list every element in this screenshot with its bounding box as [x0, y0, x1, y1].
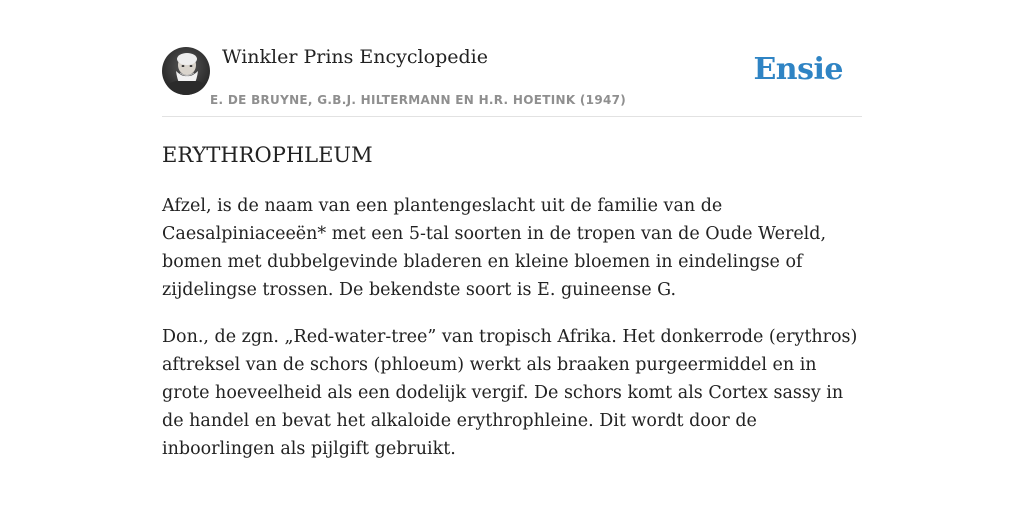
article-title: ERYTHROPHLEUM: [162, 143, 373, 167]
article-paragraph-2: Don., de zgn. „Red-water-tree” van tropisch Afrika. Het donkerrode (erythros) aftreksel van de schors (phloeum) werkt als braaken purgeermiddel en in grote hoeveelheid als een dodelijk vergif. De schors komt als Cortex sassy in de handel en bevat het alkaloide erythrophleine. Dit wordt door de inboorlingen als pijlgift gebruikt.: [162, 327, 858, 459]
bearded-man-portrait-icon: [162, 47, 210, 95]
article-paragraph-1: Afzel, is de naam van een plantengeslacht uit de familie van de Caesalpiniaceeën* met een 5-tal soorten in de tropen van de Oude Wereld, bomen met dubbelgevinde bladeren en kleine bloemen in eindelingse of zijdelingse trossen. De bekendste soort is E. guineense G.: [162, 196, 827, 300]
publication-avatar-icon[interactable]: [162, 47, 210, 95]
article-body: [162, 140, 862, 463]
brand-logo-link[interactable]: Ensie: [753, 52, 843, 87]
publication-title[interactable]: Winkler Prins Encyclopedie: [222, 46, 488, 68]
site-header: [162, 46, 862, 117]
publication-authors: E. DE BRUYNE, G.B.J. HILTERMANN EN H.R. HOETINK (1947): [210, 93, 627, 107]
